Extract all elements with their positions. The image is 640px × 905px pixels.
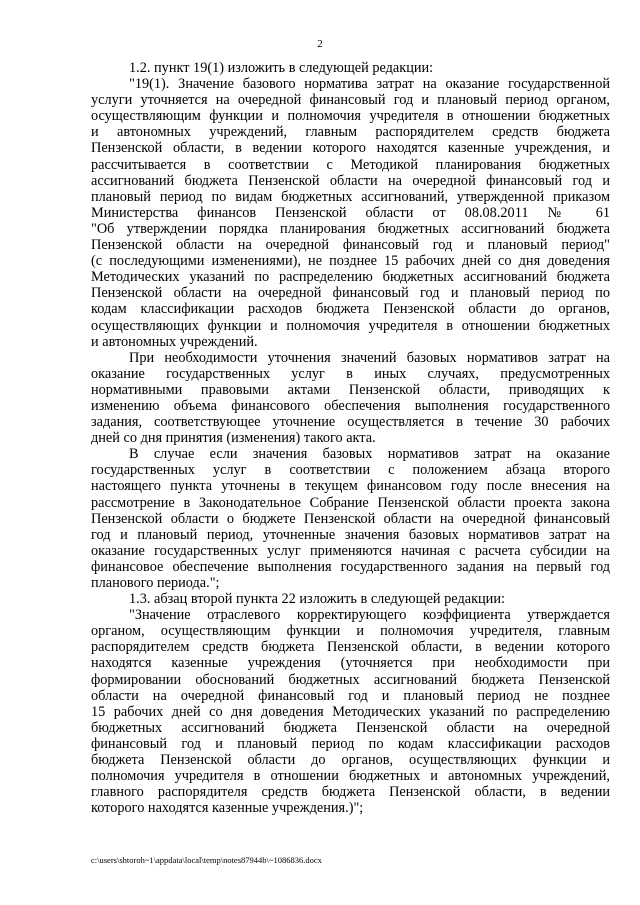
text-line: полномочия учредителя в отношении бюджетных и автономных учреждений, <box>91 768 610 785</box>
text-line: При необходимости уточнения значений базовых нормативов затрат на <box>129 349 610 366</box>
text-line: финансовый год и плановый период по кодам классификации расходов <box>91 735 610 752</box>
text-line: рассмотрение в Законодательное Собрание Пензенской области проекта закона <box>91 494 610 511</box>
text-line: изменению объема финансового обеспечения выполнения государственного <box>91 397 610 414</box>
paragraph <box>91 591 610 607</box>
text-line: Пензенской области на очередной финансовый год и плановый период по <box>91 285 610 302</box>
text-line: находятся казенные учреждения (уточняется при необходимости при <box>91 655 610 672</box>
text-line: задания, соответствующее уточнение осуществляется в течение 30 рабочих <box>91 414 610 431</box>
text-line: Пензенской области о бюджете Пензенской области на очередной финансовый <box>91 510 610 527</box>
document-body <box>91 60 610 816</box>
text-line: ассигнований бюджета Пензенской области на очередной финансовый год и <box>91 172 610 189</box>
text-line: формировании обоснований бюджетных ассигнований бюджета Пензенской <box>91 671 610 688</box>
text-line: Министерства финансов Пензенской области от 08.08.2011 № 61 <box>91 204 610 221</box>
text-line: 1.2. пункт 19(1) изложить в следующей редакции: <box>129 60 434 76</box>
text-line: 1.3. абзац второй пункта 22 изложить в следующей редакции: <box>129 591 505 608</box>
text-line: распорядителем средств бюджета Пензенской области, в ведении которого <box>91 639 610 656</box>
text-line: которого находятся казенные учреждения.)"; <box>91 800 364 817</box>
paragraph <box>91 76 610 350</box>
text-line: области на очередной финансовый год и плановый период не позднее <box>91 687 610 704</box>
text-line: плановый период по видам бюджетных ассигнований, утвержденной приказом <box>91 188 610 205</box>
text-line: Пензенской области на очередной финансовый год и плановый период" <box>91 237 610 254</box>
text-line: Методических указаний по распределению бюджетных ассигнований бюджета <box>91 269 610 286</box>
text-line: главного распорядителя средств бюджета Пензенской области, в ведении <box>91 784 610 801</box>
text-line: Пензенской области, в ведении которого находятся казенные учреждения, и <box>91 140 610 157</box>
text-line: органом, осуществляющим функции и полномочия учредителя, главным <box>91 623 610 640</box>
text-line: финансовое обеспечение выполнения государственного задания на первый год <box>91 558 610 575</box>
paragraph <box>91 350 610 447</box>
text-line: и автономных учреждений, главным распорядителем средств бюджета <box>91 124 610 141</box>
text-line: бюджета Пензенской области до органов, осуществляющих функции и <box>91 752 610 769</box>
text-line: осуществляющих функции и полномочия учредителя в отношении бюджетных <box>91 317 610 334</box>
text-line: "Об утверждении порядка планирования бюджетных ассигнований бюджета <box>91 220 610 237</box>
text-line: дней со дня принятия (изменения) такого акта. <box>91 430 376 447</box>
text-line: государственных услуг в соответствии с положением абзаца второго <box>91 462 610 479</box>
text-line: оказание государственных услуг в иных случаях, предусмотренных <box>91 365 610 382</box>
text-line: 15 рабочих дней со дня доведения Методических указаний по распределению <box>91 703 610 720</box>
text-line: и автономных учреждений. <box>91 333 258 350</box>
text-line: нормативными правовыми актами Пензенской области, приводящих к <box>91 381 610 398</box>
paragraph <box>91 446 610 591</box>
page-number: 2 <box>317 38 323 50</box>
text-line: кодам классификации расходов бюджета Пензенской области до органов, <box>91 301 610 318</box>
text-line: В случае если значения базовых нормативов затрат на оказание <box>129 446 610 463</box>
text-line: (с последующими изменениями), не позднее 15 рабочих дней со дня доведения <box>91 253 610 270</box>
text-line: бюджетных ассигнований бюджета Пензенской области на очередной <box>91 719 610 736</box>
text-line: услуги уточняется на очередной финансовый год и плановый период органом, <box>91 92 610 109</box>
paragraph <box>91 60 610 76</box>
text-line: планового периода."; <box>91 575 220 591</box>
text-line: "Значение отраслевого корректирующего коэффициента утверждается <box>129 607 610 624</box>
text-line: оказание государственных услуг применяются начиная с расчета субсидии на <box>91 542 610 559</box>
footer-file-path: c:\users\shtoroh~1\appdata\local\temp\notes87944b\~1086836.docx <box>91 855 322 865</box>
text-line: настоящего пункта уточнены в текущем финансовом году после внесения на <box>91 478 610 495</box>
text-line: осуществляющим функции и полномочия учредителя в отношении бюджетных <box>91 108 610 125</box>
text-line: рассчитывается в соответствии с Методикой планирования бюджетных <box>91 156 610 173</box>
text-line: год и плановый период, уточненные значения базовых нормативов затрат на <box>91 526 610 543</box>
paragraph <box>91 607 610 816</box>
text-line: "19(1). Значение базового норматива затрат на оказание государственной <box>129 76 610 93</box>
